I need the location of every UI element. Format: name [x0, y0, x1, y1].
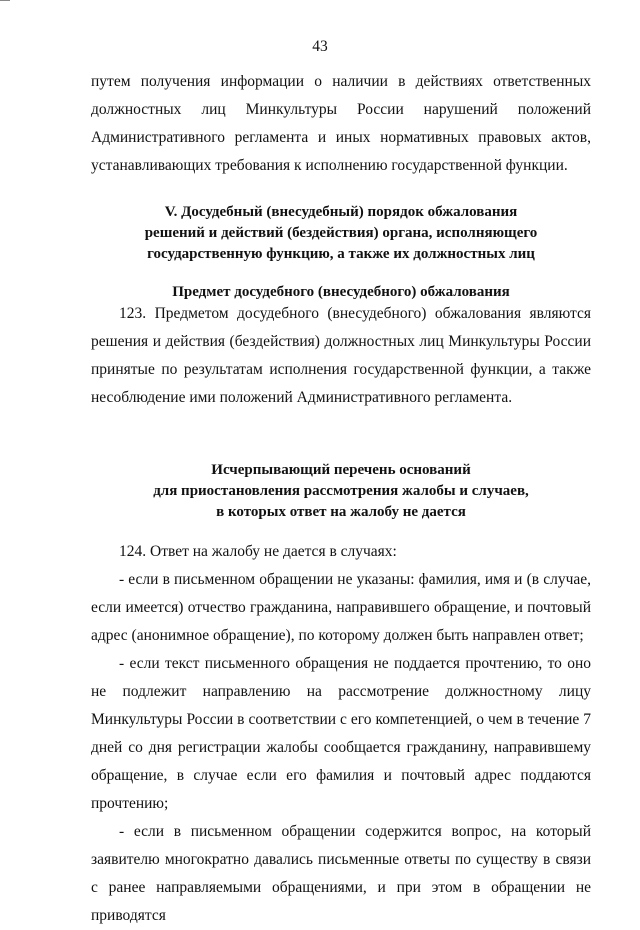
grounds-heading-line: Исчерпывающий перечень оснований: [211, 462, 471, 478]
grounds-heading: [91, 460, 591, 523]
section-5-heading-line: решений и действий (бездействия) органа, исполняющего: [144, 225, 538, 241]
page-number: 43: [312, 38, 328, 55]
grounds-heading-line: в которых ответ на жалобу не дается: [216, 504, 466, 520]
paragraph-123-block: [91, 300, 591, 412]
section-5-heading-line: V. Досудебный (внесудебный) порядок обжалования: [164, 204, 518, 220]
section-5-heading-line: государственную функцию, а также их должностных лиц: [147, 246, 535, 262]
paragraph-124-item: - если в письменном обращении содержится вопрос, на который заявителю многократно давались письменные ответы по существу в связи с ранее направляемыми обращениями, и при этом в обращении не приводятся: [91, 823, 591, 924]
intro-paragraph: путем получения информации о наличии в действиях ответственных должностных лиц Минкультуры России нарушений положений Административного регламента и иных нормативных правовых актов, устанавливающих требования к исполнению государственной функции.: [91, 73, 591, 174]
subject-heading: Предмет досудебного (внесудебного) обжалования: [172, 284, 510, 300]
grounds-heading-line: для приостановления рассмотрения жалобы и случаев,: [153, 483, 529, 499]
paragraph-124-item: - если в письменном обращении не указаны: фамилия, имя и (в случае, если имеется) отчество гражданина, направившего обращение, и почтовый адрес (анонимное обращение), по которому должен быть направлен ответ;: [91, 571, 591, 644]
paragraph-124-item: - если текст письменного обращения не поддается прочтению, то оно не подлежит направлению на рассмотрение должностному лицу Минкультуры России в соответствии с его компетенцией, о чем в течение 7 дней со дня регистрации жалобы сообщается гражданину, направившему обращение, в случае если его фамилия и почтовый адрес поддаются прочтению;: [91, 655, 591, 812]
scan-edge-mark: [0, 0, 10, 1]
section-5-heading: [91, 202, 591, 265]
paragraph-124-block: [91, 538, 591, 930]
paragraph-124-intro: 124. Ответ на жалобу не дается в случаях:: [119, 543, 397, 560]
paragraph-123: 123. Предметом досудебного (внесудебного) обжалования являются решения и действия (бездействия) должностных лиц Минкультуры России принятые по результатам исполнения государственной функции, а также несоблюдение ими положений Административного регламента.: [91, 305, 591, 406]
intro-paragraph-block: [91, 68, 591, 180]
